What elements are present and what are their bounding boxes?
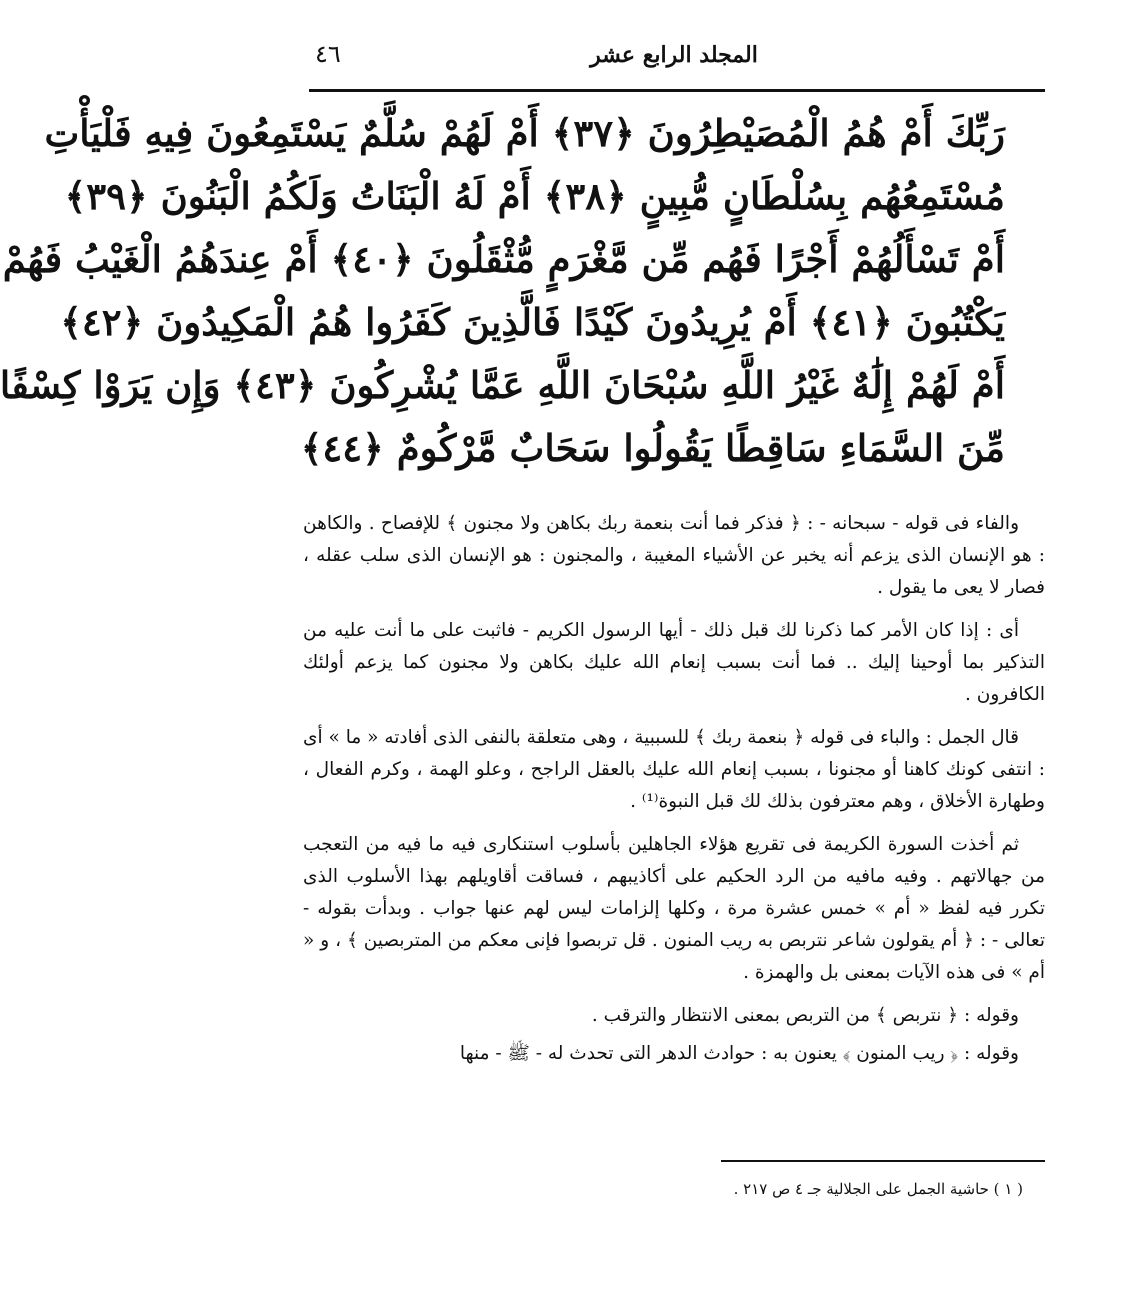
paragraph: وقوله : ﴿ نتربص ﴾ من التربص بمعنى الانتظار والترقب . [591,1005,1019,1026]
quran-verses-block [0,102,1005,480]
header-rule [309,89,1045,92]
running-title: المجلد الرابع عشر [590,42,758,68]
quran-line: مُسْتَمِعُهُم بِسُلْطَانٍ مُّبِينٍ ﴿٣٨﴾ أَمْ لَهُ الْبَنَاتُ وَلَكُمُ الْبَنُونَ ﴿٣٩﴾ [64,174,1005,218]
page-number: ٤٦ [315,40,341,68]
quran-line: يَكْتُبُونَ ﴿٤١﴾ أَمْ يُرِيدُونَ كَيْدًا فَالَّذِينَ كَفَرُوا هُمُ الْمَكِيدُونَ ﴿٤٢﴾ [60,300,1005,344]
paragraph: ثم أخذت السورة الكريمة فى تقريع هؤلاء الجاهلين بأسلوب استنكارى فيه ما فيه من التعجب من جهالاتهم . وفيه مافيه من الرد الحكيم على أكاذيبهم ، فساقت أقاويلهم بهذا الأسلوب الذى تكرر فيه لفظ « أم » خمس عشرة مرة ، وكلها إلزامات ليس لهم عنها جواب . وبدأت بقوله - تعالى - : ﴿ أم يقولون شاعر نتربص به ريب المنون . قل تربصوا فإنى معكم من المتربصين ﴾ ، و « أم » فى هذه الآيات بمعنى بل والهمزة . [303,834,1045,983]
commentary-body [303,508,1045,1081]
footnote: ( ١ ) حاشية الجمل على الجلالية جـ ٤ ص ٢١٧ . [733,1180,1023,1198]
paragraph: وقوله : ﴿ ريب المنون ﴾ يعنون به : حوادث الدهر التى تحدث له - ﷺ - منها [459,1043,1019,1064]
paragraph: أى : إذا كان الأمر كما ذكرنا لك قبل ذلك - أيها الرسول الكريم - فاثبت على ما أنت عليه من التذكير بما أوحينا إليك .. فما أنت بسبب إنعام الله عليك بكاهن ولا مجنون كما يزعم أولئك الكافرون . [303,620,1045,705]
footnote-rule [721,1160,1045,1162]
quran-line: أَمْ لَهُمْ إِلَٰهٌ غَيْرُ اللَّهِ سُبْحَانَ اللَّهِ عَمَّا يُشْرِكُونَ ﴿٤٣﴾ وَإِن يَرَوْا كِسْفًا [0,363,1005,407]
paragraph: قال الجمل : والباء فى قوله ﴿ بنعمة ربك ﴾ للسببية ، وهى متعلقة بالنفى الذى أفادته « ما » أى : انتفى كونك كاهنا أو مجنونا ، بسبب إنعام الله عليك بالعقل الراجح ، وعلو الهمة ، وكرم الفعال ، وطهارة الأخلاق ، وهم معترفون بذلك لك قبل النبوة⁽¹⁾ . [303,727,1045,812]
quran-line: مِّنَ السَّمَاءِ سَاقِطًا يَقُولُوا سَحَابٌ مَّرْكُومٌ ﴿٤٤﴾ [300,426,1005,470]
quran-line: أَمْ تَسْأَلُهُمْ أَجْرًا فَهُم مِّن مَّغْرَمٍ مُّثْقَلُونَ ﴿٤٠﴾ أَمْ عِندَهُمُ الْغَيْبُ فَهُمْ [2,237,1005,281]
quran-line: رَبِّكَ أَمْ هُمُ الْمُصَيْطِرُونَ ﴿٣٧﴾ أَمْ لَهُمْ سُلَّمٌ يَسْتَمِعُونَ فِيهِ فَلْيَأْتِ [44,111,1005,155]
paragraph: والفاء فى قوله - سبحانه - : ﴿ فذكر فما أنت بنعمة ربك بكاهن ولا مجنون ﴾ للإفصاح . والكاهن : هو الإنسان الذى يزعم أنه يخبر عن الأشياء المغيبة ، والمجنون : هو الإنسان الذى سلب عقله ، فصار لا يعى ما يقول . [303,513,1045,598]
